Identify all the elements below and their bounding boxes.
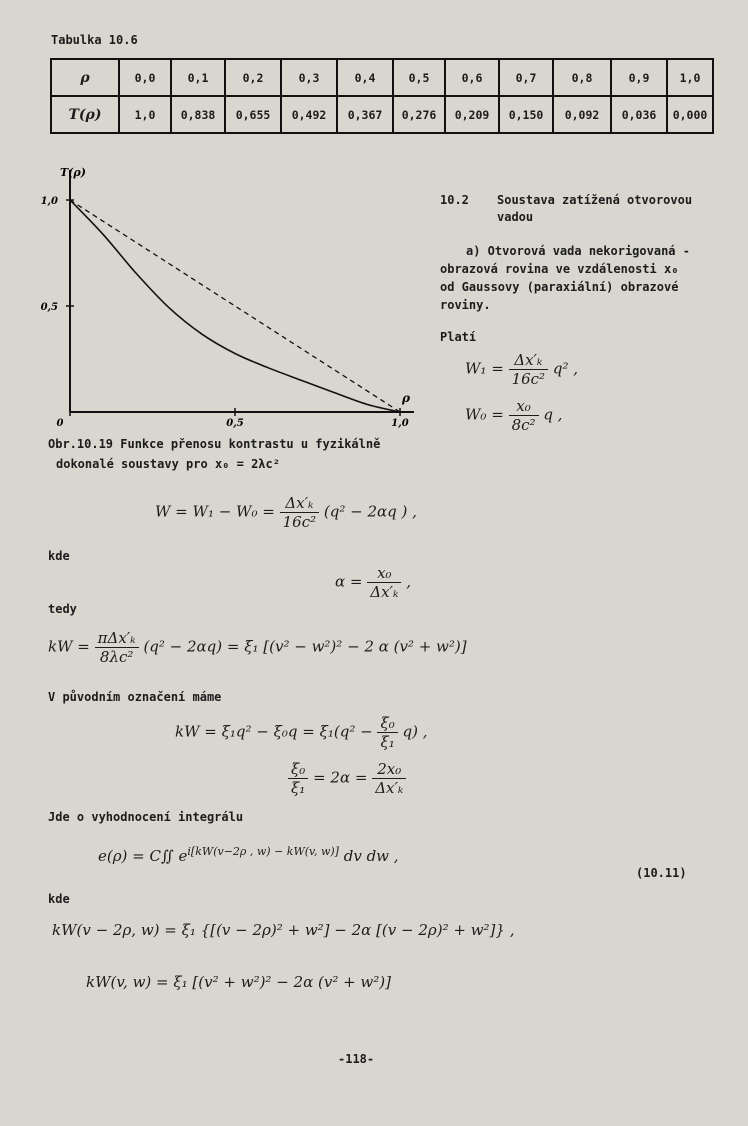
x-tick-label: 0 bbox=[56, 418, 64, 429]
table-cell: 0,000 bbox=[667, 96, 713, 133]
table-header-t: T(ρ) bbox=[51, 96, 119, 133]
table-cell: 0,8 bbox=[553, 59, 611, 96]
figure-caption-line1: Obr.10.19 Funkce přenosu kontrastu u fyzikálně bbox=[48, 437, 381, 451]
paragraph-line3: od Gaussovy (paraxiální) obrazové bbox=[440, 280, 679, 294]
transfer-function-chart bbox=[40, 160, 420, 430]
table-cell: 0,492 bbox=[281, 96, 337, 133]
section-title-line1: Soustava zatížená otvorovou bbox=[497, 193, 693, 207]
eq-integral-lhs: e(ρ) = C∬ e bbox=[98, 847, 188, 865]
eq-kw-lhs: kW = bbox=[48, 637, 90, 656]
equation-w0 bbox=[465, 397, 562, 434]
eq-w1-denominator: 16c² bbox=[511, 370, 546, 388]
equation-alpha bbox=[335, 564, 411, 601]
eq-integral-tail: dv dw , bbox=[343, 847, 399, 865]
table-cell: 0,9 bbox=[611, 59, 667, 96]
eq-alpha-lhs: α = bbox=[335, 572, 363, 591]
table-cell: 0,2 bbox=[225, 59, 281, 96]
tedy-label: tedy bbox=[48, 602, 77, 616]
table-cell: 0,1 bbox=[171, 59, 225, 96]
x-tick-label: 0,5 bbox=[226, 418, 244, 429]
table-cell: 0,0 bbox=[119, 59, 171, 96]
jde-o-label: Jde o vyhodnocení integrálu bbox=[48, 810, 244, 824]
kde-label-2: kde bbox=[48, 892, 70, 906]
eq-w1-fraction bbox=[509, 351, 549, 388]
paragraph-line1: a) Otvorová vada nekorigovaná - bbox=[466, 244, 690, 258]
eq-integral-exponent: i[kW(v−2ρ , w) − kW(v, w)] bbox=[187, 845, 339, 858]
eq-w0-fraction bbox=[509, 397, 539, 434]
eq-w-fraction bbox=[280, 494, 320, 531]
table-cell: 0,367 bbox=[337, 96, 393, 133]
figure-caption-line2: dokonalé soustavy pro x₀ = 2λc² bbox=[56, 457, 280, 471]
eq-kw2-denominator: ξ₁ bbox=[380, 733, 395, 751]
puvodni-oznaceni-label: V původním označení máme bbox=[48, 690, 222, 704]
eq-w0-numerator: x₀ bbox=[509, 397, 539, 416]
eq-kw2-numerator: ξ₀ bbox=[377, 714, 397, 733]
equation-kw-shifted: kW(v − 2ρ, w) = ξ₁ {[(v − 2ρ)² + w²] − 2α [(v − 2ρ)² + w²]} , bbox=[52, 921, 515, 939]
eq-kw-fraction bbox=[95, 629, 139, 666]
table-cell: 0,6 bbox=[445, 59, 499, 96]
equation-kw-original bbox=[175, 714, 428, 751]
table-cell: 0,7 bbox=[499, 59, 553, 96]
equation-number: (10.11) bbox=[636, 866, 687, 880]
eq-alpha-denominator: Δx′ₖ bbox=[370, 583, 399, 601]
table-cell: 1,0 bbox=[667, 59, 713, 96]
eq-w1-lhs: W₁ = bbox=[465, 359, 504, 378]
table-row-transfer bbox=[51, 96, 713, 133]
eq-ratio-mid: = 2α = bbox=[313, 768, 368, 787]
x-tick-label: 1,0 bbox=[391, 418, 409, 429]
eq-w-denominator: 16c² bbox=[282, 513, 317, 531]
table-caption: Tabulka 10.6 bbox=[51, 33, 138, 47]
eq-kw-denominator: 8λc² bbox=[99, 648, 134, 666]
table-cell: 1,0 bbox=[119, 96, 171, 133]
y-tick-label: 1,0 bbox=[40, 196, 58, 207]
table-cell: 0,838 bbox=[171, 96, 225, 133]
table-cell: 0,150 bbox=[499, 96, 553, 133]
eq-ratio2-numerator: 2x₀ bbox=[372, 760, 406, 779]
eq-w0-tail: q , bbox=[543, 405, 563, 424]
table-cell: 0,092 bbox=[553, 96, 611, 133]
table-cell: 0,036 bbox=[611, 96, 667, 133]
equation-w1 bbox=[465, 351, 578, 388]
table-cell: 0,4 bbox=[337, 59, 393, 96]
eq-ratio2-fraction bbox=[372, 760, 406, 797]
section-number: 10.2 bbox=[440, 193, 469, 207]
eq-w1-numerator: Δx′ₖ bbox=[509, 351, 549, 370]
eq-kw2-tail: q) , bbox=[402, 722, 428, 741]
eq-alpha-numerator: x₀ bbox=[367, 564, 401, 583]
eq-ratio-fraction bbox=[288, 760, 308, 797]
table-cell: 0,3 bbox=[281, 59, 337, 96]
y-tick-label: 0,5 bbox=[40, 302, 58, 313]
eq-kw2-fraction bbox=[377, 714, 397, 751]
eq-w0-denominator: 8c² bbox=[511, 416, 536, 434]
y-axis-label: T(ρ) bbox=[60, 166, 86, 179]
table-cell: 0,209 bbox=[445, 96, 499, 133]
eq-kw-numerator: πΔx′ₖ bbox=[95, 629, 139, 648]
section-title-line2: vadou bbox=[497, 210, 534, 224]
equation-kw bbox=[48, 629, 467, 666]
eq-w-lhs: W = W₁ − W₀ = bbox=[155, 502, 275, 521]
plati-label: Platí bbox=[440, 330, 477, 344]
eq-kw-tail: (q² − 2αq) = ξ₁ [(v² − w²)² − 2 α (v² + w²)] bbox=[143, 637, 467, 656]
equation-w-difference bbox=[155, 494, 417, 531]
eq-w-numerator: Δx′ₖ bbox=[280, 494, 320, 513]
eq-alpha-tail: , bbox=[406, 572, 411, 591]
eq-ratio-denominator: ξ₁ bbox=[291, 779, 306, 797]
x-axis-label: ρ bbox=[402, 391, 410, 405]
table-row-rho bbox=[51, 59, 713, 96]
eq-kw2-lhs: kW = ξ₁q² − ξ₀q = ξ₁(q² − bbox=[175, 722, 373, 741]
table-cell: 0,5 bbox=[393, 59, 445, 96]
series-line-dashed bbox=[70, 200, 400, 412]
equation-integral bbox=[98, 845, 399, 865]
page-number: -118- bbox=[338, 1052, 375, 1066]
eq-alpha-fraction bbox=[367, 564, 401, 601]
equation-ratio bbox=[288, 760, 406, 797]
paragraph-line4: roviny. bbox=[440, 298, 491, 312]
table-header-rho: ρ bbox=[51, 59, 119, 96]
table-cell: 0,655 bbox=[225, 96, 281, 133]
table-cell: 0,276 bbox=[393, 96, 445, 133]
eq-w1-tail: q² , bbox=[552, 359, 579, 378]
eq-ratio-numerator: ξ₀ bbox=[288, 760, 308, 779]
eq-w0-lhs: W₀ = bbox=[465, 405, 504, 424]
eq-ratio2-denominator: Δx′ₖ bbox=[375, 779, 404, 797]
eq-w-tail: (q² − 2αq ) , bbox=[323, 502, 417, 521]
kde-label-1: kde bbox=[48, 549, 70, 563]
transfer-function-table bbox=[50, 58, 714, 134]
paragraph-line2: obrazová rovina ve vzdálenosti x₀ bbox=[440, 262, 679, 276]
equation-kw-base: kW(v, w) = ξ₁ [(v² + w²)² − 2α (v² + w²)] bbox=[86, 973, 391, 991]
